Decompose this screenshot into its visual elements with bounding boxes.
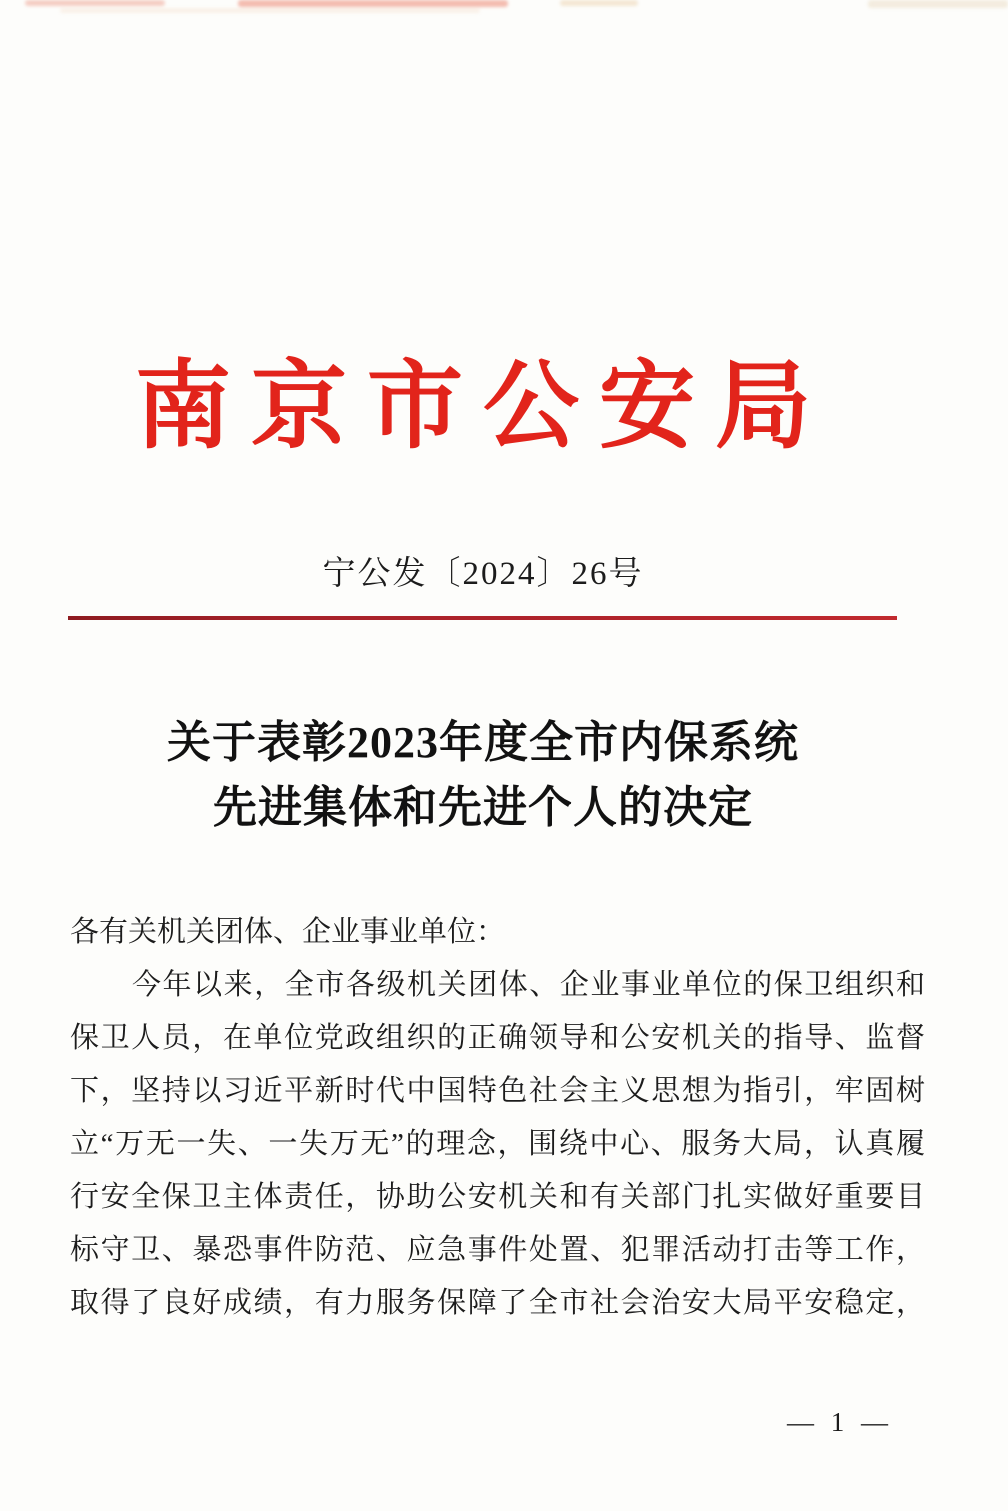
document-title xyxy=(0,710,966,840)
page-number: — 1 — xyxy=(787,1407,893,1437)
scan-artifact xyxy=(560,0,638,6)
document-body xyxy=(70,906,925,1330)
body-line: 标守卫、暴恐事件防范、应急事件处置、犯罪活动打击等工作， xyxy=(70,1234,925,1266)
salutation: 各有关机关团体、企业事业单位： xyxy=(70,916,506,948)
document-title-line2: 先进集体和先进个人的决定 xyxy=(213,783,753,832)
body-line: 今年以来，全市各级机关团体、企业事业单位的保卫组织和 xyxy=(132,969,925,1001)
body-line: 行安全保卫主体责任，协助公安机关和有关部门扎实做好重要目 xyxy=(70,1181,925,1213)
agency-letterhead: 南京市公安局 xyxy=(135,353,831,460)
body-line: 保卫人员，在单位党政组织的正确领导和公安机关的指导、监督 xyxy=(70,1022,925,1054)
scan-artifact xyxy=(238,0,508,7)
body-paragraph xyxy=(70,959,925,1330)
scan-artifact xyxy=(25,0,165,6)
red-divider-line xyxy=(68,616,897,620)
document-title-line1: 关于表彰2023年度全市内保系统 xyxy=(167,718,799,767)
document-number: 宁公发〔2024〕26号 xyxy=(322,556,644,592)
scan-artifact xyxy=(868,0,1008,8)
scan-artifact xyxy=(60,8,480,13)
body-line: 下，坚持以习近平新时代中国特色社会主义思想为指引，牢固树 xyxy=(70,1075,925,1107)
body-line: 取得了良好成绩，有力服务保障了全市社会治安大局平安稳定， xyxy=(70,1287,925,1319)
body-line: 立“万无一失、一失万无”的理念，围绕中心、服务大局，认真履 xyxy=(70,1128,925,1160)
